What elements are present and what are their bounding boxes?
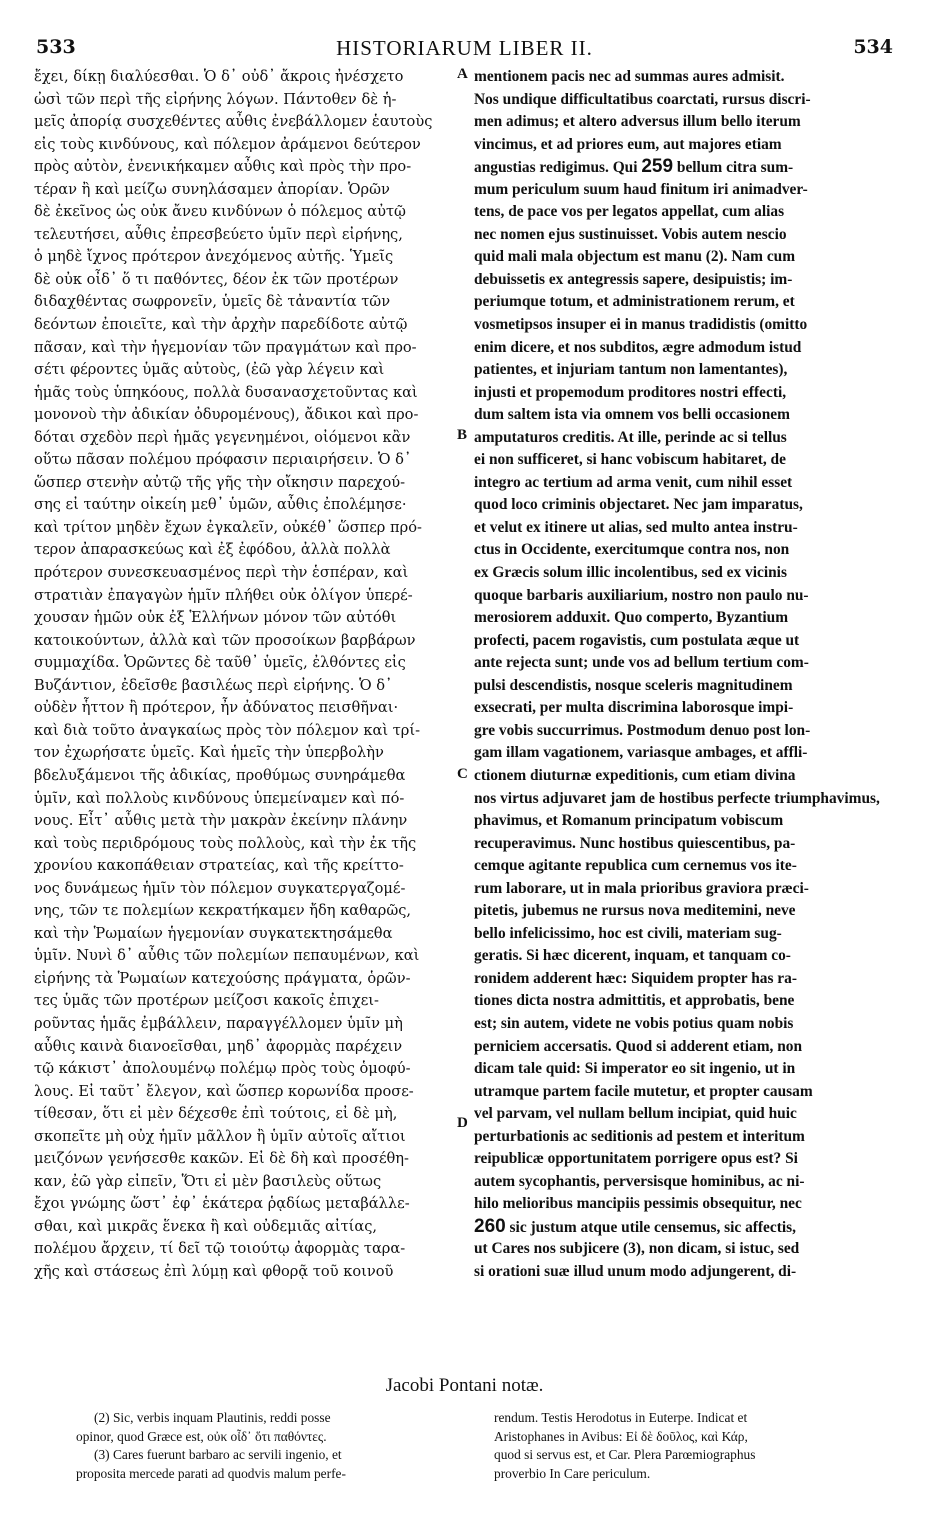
greek-text-line: καν, ἐῶ γὰρ εἰπεῖν, Ὅτι εἰ μὲν βασιλεὺς οὕτως [34, 1172, 382, 1190]
greek-text-line: δεόντων ἐποιεῖτε, καὶ τὴν ἀρχὴν παρεδίδοτε αὐτῷ [34, 316, 408, 334]
greek-text-line: πρότερον συνεσκευασμένος περὶ τὴν ἑσπέραν, καὶ [34, 564, 409, 582]
latin-text-line: tiones dicta nostra admittitis, et approbatis, bene [474, 992, 795, 1010]
greek-text-line: κατοικούντων, ἀλλὰ καὶ τῶν προσοίκων βαρβάρων [34, 631, 416, 649]
greek-text-line: καὶ τρίτον μηδὲν ἔχων ἐγκαλεῖν, οὐκέθ᾽ ὥσπερ πρό- [34, 518, 422, 536]
latin-text-line: nec nomen ejus sustinuisset. Vobis autem nescio [474, 225, 787, 243]
greek-text-line: καὶ τὴν Ῥωμαίων ἡγεμονίαν συγκατεκτησάμεθα [34, 924, 393, 942]
latin-text-line: exsecrati, per multa discrimina laborosque impi- [474, 699, 794, 717]
latin-text-line: gam illam vagationem, variasque ambages, et affli- [474, 744, 808, 762]
latin-text-line: quod loco criminis objectaret. Nec jam imparatus, [474, 496, 803, 514]
greek-text-line: τελευτήσει, αὖθις ἐπρεσβεύετο ὑμῖν περὶ εἰρήνης, [34, 225, 403, 243]
margin-marker-b: B [457, 427, 468, 443]
latin-text-line: ei non sufficeret, si hanc vobiscum habitaret, de [474, 451, 786, 469]
greek-text-line: ροῦντας ἡμᾶς ἐμβάλλειν, παραγγέλλομεν ὑμῖν μὴ [34, 1014, 403, 1032]
greek-text-line: νους. Εἶτ᾽ αὖθις μετὰ τὴν μακρὰν ἐκείνην πλάνην [34, 812, 408, 830]
latin-text-line: gre vobis succurrimus. Postmodum denuo post lon- [474, 721, 811, 739]
latin-text-line: et velut ex itinere ut alias, sed multo antea instru- [474, 518, 798, 536]
latin-text-line: perniciem accersatis. Quod si adderent etiam, non [474, 1037, 803, 1055]
page-reference-number: 260 [474, 1215, 506, 1237]
latin-text-line: est; sin autem, videte ne vobis potius quam nobis [474, 1014, 794, 1032]
greek-text-line: πρὸς αὐτὸν, ἐνενικήκαμεν αὖθις καὶ πρὸς τὴν προ- [34, 158, 412, 176]
latin-text-line: autem sycophantis, perversisque hominibus, ac ni- [474, 1172, 805, 1190]
latin-text-line: ctionem diuturnæ expeditionis, cum etiam divina [474, 766, 796, 784]
latin-text-line: rum laborare, ut in mala prioribus graviora præci- [474, 879, 809, 897]
margin-marker-a: A [457, 66, 468, 82]
greek-text-line: νος δυνάμεως ἡμῖν τὸν πόλεμον συγκατεργαζομέ- [34, 879, 406, 897]
greek-text-line: χουσαν ἡμῶν οὐκ ἐξ Ἑλλήνων μόνον τῶν αὐτόθι [34, 609, 397, 627]
latin-text-line: dum saltem ista via omnem vos belli occasionem [474, 406, 790, 424]
notes-right-column [494, 1409, 899, 1483]
greek-text-line: Βυζάντιον, ἐδεῖσθε βασιλέως περὶ εἰρήνης. Ὁ δ᾽ [34, 676, 393, 694]
latin-text-line: ctus in Occidente, exercitumque contra nos, non [474, 541, 790, 559]
greek-text-line: σκοπεῖτε μὴ οὐχ ἡμῖν μᾶλλον ἢ ὑμῖν αὐτοῖς αἴτιοι [34, 1127, 406, 1145]
latin-text-line: patientes, et injuriam tantum non lamentantes), [474, 361, 788, 379]
greek-text-line: βδελυξάμενοι τῆς ἀδικίας, προθύμως συνηράμεθα [34, 766, 406, 784]
latin-text-line: Nos undique difficultatibus coarctati, rursus discri- [474, 90, 811, 108]
greek-text-line: μειζόνων γενήσεσθε κακῶν. Εἰ δὲ δὴ καὶ προσέθη- [34, 1150, 409, 1168]
greek-text-line: τέραν ἢ καὶ μείζω συνηλάσαμεν ἀπορίαν. Ὁρῶν [34, 180, 390, 198]
latin-text-line: ante rejecta sunt; unde vos ad bellum tertium com- [474, 654, 809, 672]
latin-text-line: 260 sic justum atque utile censemus, sic affectis, [474, 1215, 796, 1237]
latin-text-line: si orationi suæ illud unum modo adjungerent, di- [474, 1262, 797, 1280]
latin-text-line: injusti et propemodum proditores nostri effecti, [474, 383, 787, 401]
note-line: Aristophanes in Avibus: Εἰ δὲ δοῦλος, καὶ Κάρ, [494, 1428, 748, 1444]
note-line: quod si servus est, et Car. Plera Parœmiographus [494, 1447, 756, 1462]
latin-text-line: bello infelicissimo, hoc est civili, materiam sug- [474, 924, 782, 942]
latin-text-line: pulsi descendistis, nosque sceleris magnitudinem [474, 676, 793, 694]
latin-text-line: ut Cares nos subjicere (3), non dicam, si istuc, sed [474, 1240, 800, 1258]
greek-text-line: μεῖς ἀπορίᾳ συσχεθέντες αὖθις ἐνεβάλλομεν ἑαυτοὺς [34, 113, 433, 131]
latin-text-line: perturbationis ac seditionis ad pestem et interitum [474, 1127, 805, 1145]
greek-text-line: ἔχει, δίκῃ διαλύεσθαι. Ὁ δ᾽ οὐδ᾽ ἄκροις ἠνέσχετο [34, 68, 404, 85]
latin-text-line: ex Græcis solum illic incolentibus, sed ex vicinis [474, 564, 787, 582]
latin-text-line: angustias redigimus. Qui 259 bellum citra sum- [474, 156, 794, 178]
greek-text-line: εἰρήνης τὰ Ῥωμαίων κατεχούσης πράγματα, ὁρῶν- [34, 969, 411, 987]
greek-text-line: λους. Εἰ ταῦτ᾽ ἔλεγον, καὶ ὥσπερ κορωνίδα προσε- [34, 1082, 414, 1100]
greek-text-line: πολέμου ἄρχειν, τί δεῖ τῷ τοιούτῳ ἀφορμὰς ταρα- [34, 1240, 406, 1258]
latin-text-line: tens, de pace vos per legatos appellat, cum alias [474, 203, 785, 221]
greek-text-line: εἰς τοὺς κινδύνους, καὶ πόλεμον ἀράμενοι δεύτερον [34, 135, 421, 153]
greek-text-line: οὐδὲν ἧττον ἢ πρότερον, ἦν ἀδύνατος πεισθῆναι· [34, 699, 399, 717]
greek-text-line: πᾶσαν, καὶ τὴν ἡγεμονίαν τῶν πραγμάτων καὶ προ- [34, 338, 417, 356]
greek-text-line: ἡμᾶς τοὺς ὑπηκόους, πολλὰ δυσανασχετοῦντας καὶ [34, 383, 418, 401]
latin-text-line: recuperavimus. Nunc hostibus quiescentibus, pa- [474, 834, 796, 852]
latin-text-line: vel parvam, vel nullam bellum incipiat, quid huic [474, 1105, 797, 1123]
latin-text-line: nos virtus adjuvaret jam de hostibus perfecte triumphavimus, [474, 789, 880, 807]
note-line: proverbio In Care periculum. [494, 1465, 651, 1481]
margin-marker-d: D [457, 1115, 468, 1131]
note-line: rendum. Testis Herodotus in Euterpe. Indicat et [494, 1410, 748, 1425]
latin-text-line: men adimus; et altero adversus illum bello iterum [474, 113, 801, 131]
greek-text-line: χρονίου κακοπάθειαν στρατείας, καὶ τῆς κρείττο- [34, 857, 404, 875]
greek-text-line: μονονοὺ τὴν ἀδικίαν ὀδυρομένους), ἄδικοι καὶ προ- [34, 406, 419, 424]
latin-text-line: vincimus, et ad priores eum, aut majores etiam [474, 135, 782, 153]
greek-text-line: δόται σχεδὸν περὶ ἡμᾶς γεγενημένοι, οἰόμενοι κἂν [34, 428, 411, 446]
latin-text-line: quid mali mala objectum est manu (2). Nam cum [474, 248, 796, 266]
greek-text-line: ὑμῖν. Νυνὶ δ᾽ αὖθις τῶν πολεμίων πεπαυμένων, καὶ [34, 947, 420, 965]
greek-text-line: καὶ τοὺς περιδρόμους τοὺς πολλοὺς, καὶ τὴν ἐκ τῆς [34, 834, 417, 852]
greek-text-line: σθαι, καὶ μικρᾶς ἕνεκα ἢ καὶ οὐδεμιᾶς αἰτίας, [34, 1217, 378, 1235]
latin-text-line: debuissetis ex antegressis sapere, desipuistis; im- [474, 270, 793, 288]
greek-text-line: σης εἰ ταύτην οἰκείη μεθ᾽ ὑμῶν, αὖθις ἐπολέμησε· [34, 496, 407, 514]
latin-text-line: quoque barbaris auxiliarium, nostro non paulo nu- [474, 586, 809, 604]
page-reference-number: 259 [641, 156, 674, 178]
latin-text-line: geratis. Si hæc dicerent, inquam, et tanquam co- [474, 947, 791, 965]
running-title: HISTORIARUM LIBER II. [336, 36, 593, 60]
latin-text-line: mentionem pacis nec ad summas aures admisit. [474, 68, 785, 85]
latin-text-line: utramque partem facile mutetur, et propter causam [474, 1082, 813, 1100]
latin-text-line: mum periculum suum haud finitum iri animadver- [474, 180, 808, 198]
margin-marker-c: C [457, 766, 468, 782]
page-number-left: 533 [36, 36, 76, 58]
greek-text-line: τον ἐχωρήσατε ὑμεῖς. Καὶ ἡμεῖς τὴν ὑπερβολὴν [34, 744, 384, 762]
greek-text-line: τίθεσαν, ὅτι εἰ μὲν δέχεσθε ἐπὶ τούτοις, εἰ δὲ μὴ, [34, 1105, 398, 1123]
greek-text-line: χῆς καὶ στάσεως ἐπὶ λύμῃ καὶ φθορᾷ τοῦ κοινοῦ [34, 1262, 394, 1280]
greek-text-line: καὶ διὰ τοῦτο ἀναγκαίως πρὸς τὸν πόλεμον καὶ τρί- [34, 721, 421, 739]
note-line: proposita mercede parati ad quodvis malum perfe- [76, 1465, 346, 1481]
latin-text-line: profecti, pacem rogavistis, cum postulata æque ut [474, 631, 800, 649]
latin-text-line: merosiorem adduxit. Quo comperto, Byzantium [474, 609, 789, 627]
note-line: opinor, quod Græce est, οὐκ οἶδ᾽ ὅτι παθόντες. [76, 1428, 327, 1444]
latin-text-line: cemque agitante republica cum cernemus vos ite- [474, 857, 797, 875]
greek-text-line: νης, τῶν τε πολεμίων κεκρατήκαμεν ἤδη καθαρῶς, [34, 902, 412, 920]
notes-left-column [76, 1409, 471, 1483]
latin-text-column [474, 66, 900, 1284]
latin-text-line: integro ac tertium ad arma venit, cum nihil esset [474, 473, 793, 491]
greek-text-line: διδαχθέντας σωφρονεῖν, ὑμεῖς δὲ τἀναντία τῶν [34, 293, 391, 311]
greek-text-line: στρατιὰν ἐπαγαγὼν ἡμῖν πλήθει οὐκ ὀλίγον ὑπερέ- [34, 586, 413, 604]
greek-text-line: ὁ μηδὲ ἴχνος πρότερον ἀνεχόμενος αὐτῆς. Ὑμεῖς [34, 248, 394, 266]
latin-text-line: periumque totum, et administrationem rerum, et [474, 293, 795, 311]
latin-text-line: pitetis, jubemus ne rursus nova meditemini, neve [474, 902, 796, 920]
greek-text-line: ὥσπερ στενὴν αὐτῷ τῆς γῆς τὴν οἴκησιν παρεχού- [34, 473, 406, 491]
latin-text-line: phavimus, et Romanum principatum vobiscum [474, 812, 784, 830]
greek-text-line: ὑμῖν, καὶ πολλοὺς κινδύνους ὑπεμείναμεν καὶ πό- [34, 789, 405, 807]
latin-text-line: hilo melioribus mancipiis pessimis obsequitur, nec [474, 1195, 802, 1213]
greek-text-column [34, 66, 464, 1284]
latin-text-line: ronidem adderent hæc: Siquidem propter has ra- [474, 969, 797, 987]
notes-title: Jacobi Pontani notæ. [385, 1375, 544, 1396]
greek-text-line: αὖθις καινὰ διανοεῖσθαι, μηδ᾽ ἀφορμὰς παρέχειν [34, 1037, 403, 1055]
latin-text-line: amputaturos creditis. At ille, perinde ac si tellus [474, 428, 787, 446]
note-line: (2) Sic, verbis inquam Plautinis, reddi posse [94, 1410, 331, 1425]
greek-text-line: οὕτω πᾶσαν πολέμου πρόφασιν περιαιρήσειν. Ὁ δ᾽ [34, 451, 412, 469]
greek-text-line: σέτι φέροντες ὑμᾶς αὐτοὺς, (ἐῶ γὰρ λέγειν καὶ [34, 361, 385, 379]
greek-text-line: τες ὑμᾶς τῶν προτέρων μείζοσι κακοῖς ἐπιχει- [34, 992, 379, 1010]
page-header [36, 36, 893, 66]
greek-text-line: τῷ κάκιστ᾽ ἀπολουμένῳ πολέμῳ πρὸς τοὺς ὁμοφύ- [34, 1060, 411, 1078]
greek-text-line: ὠσὶ τῶν περὶ τῆς εἰρήνης λόγων. Πάντοθεν δὲ ἡ- [34, 90, 397, 108]
page-number-right: 534 [853, 36, 893, 58]
greek-text-line: συμμαχίδα. Ὁρῶντες δὲ ταῦθ᾽ ὑμεῖς, ἐλθόντες εἰς [34, 654, 406, 672]
greek-text-line: ἔχοι γνώμης ὥστ᾽ ἐφ᾽ ἑκάτερα ῥᾳδίως μεταβάλλε- [34, 1195, 410, 1213]
greek-text-line: τερον ἀπαρασκεύως καὶ ἐξ ἐφόδου, ἀλλὰ πολλὰ [34, 541, 391, 559]
latin-text-line: dicam tale quid: Si imperator eo sit ingenio, ut in [474, 1060, 796, 1078]
greek-text-line: δὲ ἐκεῖνος ὡς οὐκ ἄνευ κινδύνων ὁ πόλεμος αὐτῷ [34, 203, 406, 221]
latin-text-line: reipublicæ opportunitatem porrigere opus est? Si [474, 1150, 798, 1168]
latin-text-line: enim dicere, et nos subditos, ægre admodum istud [474, 338, 802, 356]
note-line: (3) Cares fuerunt barbaro ac servili ingenio, et [94, 1447, 342, 1462]
greek-text-line: δὲ οὐκ οἶδ᾽ ὅ τι παθόντες, δέον ἐκ τῶν προτέρων [34, 270, 399, 288]
latin-text-line: vosmetipsos insuper ei in manus tradidistis (omitto [474, 316, 808, 334]
